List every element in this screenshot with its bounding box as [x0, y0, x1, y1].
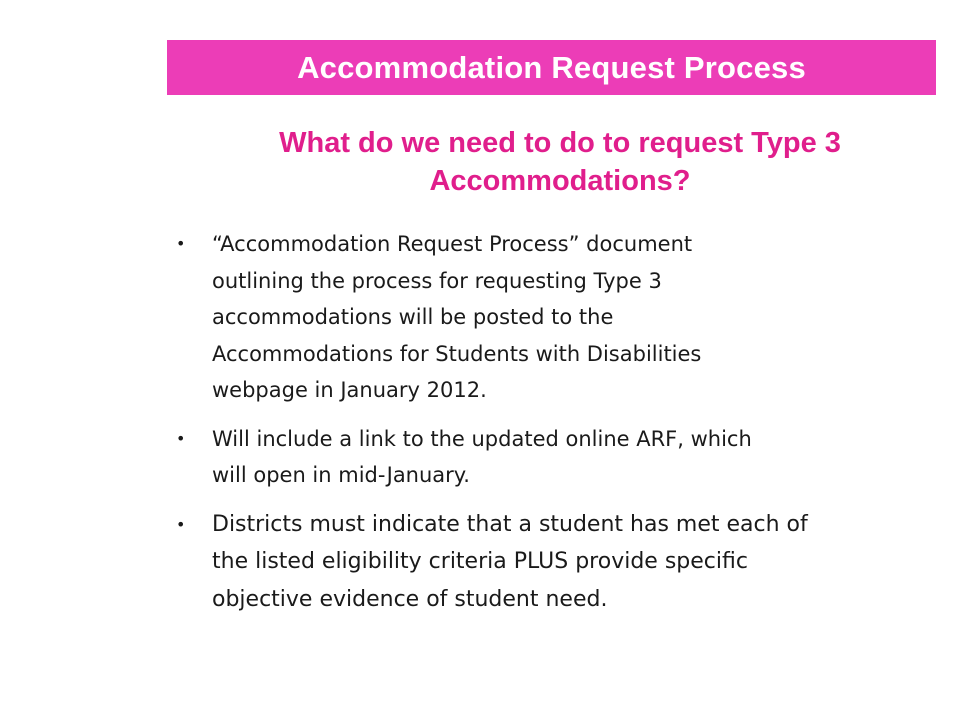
slide-title: Accommodation Request Process — [297, 49, 806, 85]
bullet-line: Accommodations for Students with Disabilities — [212, 341, 702, 366]
bullet-line: will open in mid-January. — [212, 463, 470, 487]
bullet-icon: • — [176, 514, 186, 534]
subtitle-line: What do we need to do to request Type 3 — [279, 127, 841, 159]
bullet-item — [170, 421, 870, 494]
slide-subtitle — [180, 124, 940, 200]
bullet-line: “Accommodation Request Process” document — [212, 232, 693, 256]
subtitle-line: Accommodations? — [429, 165, 691, 197]
bullet-line: outlining the process for requesting Type 3 — [212, 268, 662, 293]
bullet-line: webpage in January 2012. — [212, 378, 487, 402]
bullet-icon: • — [176, 234, 186, 253]
bullet-line: the listed eligibility criteria PLUS provide specific — [212, 549, 748, 574]
title-banner — [167, 40, 936, 95]
bullet-line: Will include a link to the updated online ARF, which — [212, 426, 752, 451]
bullet-icon: • — [176, 428, 186, 448]
bullet-item — [170, 506, 870, 619]
bullet-line: accommodations will be posted to the — [212, 305, 614, 329]
bullet-list — [170, 226, 870, 630]
bullet-item — [170, 226, 870, 409]
bullet-line: Districts must indicate that a student has met each of — [212, 511, 808, 537]
bullet-line: objective evidence of student need. — [212, 586, 608, 612]
